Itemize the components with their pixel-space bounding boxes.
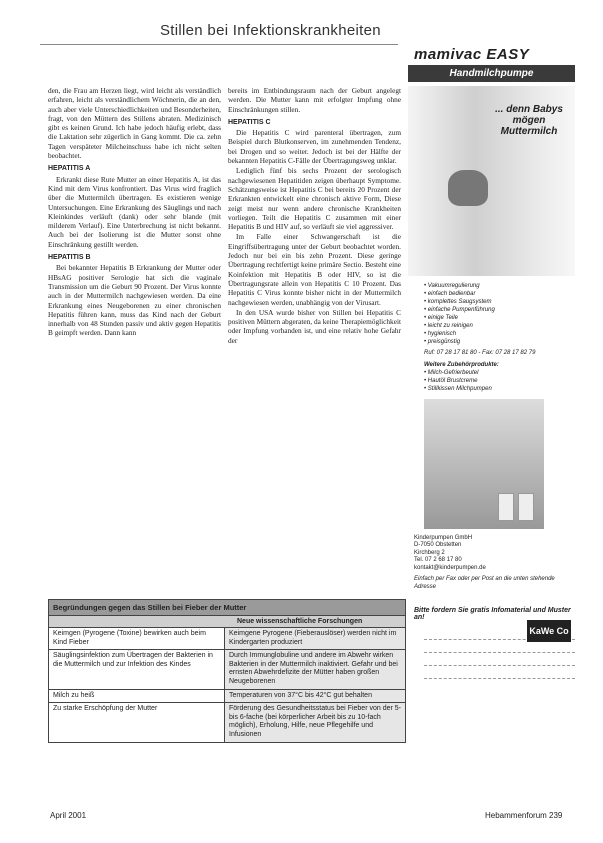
list-item: • Milch-Gefrierbeutel <box>424 369 575 377</box>
paragraph: Erkrankt diese Rute Mutter an einer Hepatitis A, ist das Kind mit dem Virus konfrontiert. Das Virus wird fraglich über die Muttermilch übertragen. Es existieren wenige Untersuchungen. Eine Erkrankung des Säuglings und nach Kleinkindes verläuft (dank) oder sehr blande (mit milderem Verlauf). Eine Unterbrechung ist nicht bekannt. Auch bei der Isolierung ist die Mutter sonst ohne Einschränkung gestillt werden. <box>48 174 221 249</box>
paragraph: bereits im Entbindungsraum nach der Geburt angelegt werden. Die Mutter kann mit erfolgter Impfung ohne Einschränkungen stillen. <box>228 86 401 114</box>
coupon-heading: Bitte fordern Sie gratis Infomaterial und Muster an! <box>414 607 571 622</box>
ad-photo <box>408 86 575 276</box>
table-column-header: Neue wissenschaftliche Forschungen <box>237 618 363 625</box>
pump-image <box>448 170 488 206</box>
page-header-title: Stillen bei Infektionskrankheiten <box>160 22 381 39</box>
company-logo: KaWe Co <box>527 620 571 642</box>
table-cell: Keimgen (Pyrogene (Toxine) bewirken auch beim Kind Fieber <box>49 628 225 649</box>
section-heading-hepatitis-a: HEPATITIS A <box>48 165 91 173</box>
table-cell: Säuglingsinfektion zum Übertragen der Bakterien in die Muttermilch und zur Infektion des Kindes <box>49 650 225 688</box>
text-column-right <box>228 86 401 346</box>
ad-more-list <box>424 369 575 393</box>
table-row <box>49 649 405 688</box>
advertisement <box>408 46 575 791</box>
table-cell: Förderung des Gesundheitsstatus bei Fieber von der 5- bis 6-fache (bei körperlicher Arbeit bis zu 10-fach möglich), Erholung, Hilfe, neue Pflegehilfe und Infusionen <box>225 703 405 741</box>
table-cell: Milch zu heiß <box>49 690 225 703</box>
table-title: Begründungen gegen das Stillen bei Fieber der Mutter <box>49 600 405 615</box>
list-item: • einfache Pumpenführung <box>424 306 575 314</box>
footer-page: Hebammenforum 239 <box>485 811 563 820</box>
paragraph: In den USA wurde bisher von Stillen bei Hepatitis C positiven Müttern abgeraten, da keine Therapiemöglichkeit oder Impfung vorhanden ist, und eine relativ hohe Gefahr der <box>228 307 401 345</box>
list-item: • Stillkissen Milchpumpen <box>424 385 575 393</box>
header-rule <box>40 44 398 45</box>
ad-address: Kinderpumpen GmbH D-7050 Obstetten Kirchberg 2 Tel. 07 2 68 17 80 kontakt@kinderpumpen.de <box>414 535 486 571</box>
paragraph: Lediglich fünf bis sechs Prozent der serologisch nachgewiesenen Hepatitiden zeigen überhaupt Symptome. Schätzungsweise ist Hepatitis C bei bereits 20 Prozent der Erkrankten entwickelt eine chronisch aktive Form, Diese zeigt meist nur wenn andere chronische Krankheiten vorliegen. Teilt die Hepatitis C zusammen mit einer Hepatitis B und HIV auf, so verläuft sie viel aggressiver. <box>228 166 401 232</box>
paragraph: Die Hepatitis C wird parenteral übertragen, zum Beispiel durch Blutkonserven, im zunehmenden Tendenz, bei Drogen und so weiter. Jedoch ist bei der Hälfte der bekannten Hepatitis C-Fälle der Übertragungsweg unklar. <box>228 128 401 166</box>
ad-contact: Ruf: 07 28 17 81 80 - Fax: 07 28 17 82 79 <box>424 350 536 356</box>
list-item: • einfach bedienbar <box>424 290 575 298</box>
ad-more-label: Weitere Zubehörprodukte: <box>424 361 499 368</box>
text-column-left <box>48 86 221 339</box>
list-item: • hygienisch <box>424 330 575 338</box>
table-cell: Durch Immunglobuline und andere im Abwehr wirken Bakterien in der Muttermilch inaktiviert. Gefahr und bei ernsten Abwehrdefizite der Mütter haben großen Neugeborenen <box>225 650 405 688</box>
table-cell: Temperaturen von 37°C bis 42°C gut behalten <box>225 690 405 703</box>
coupon-note: Einfach per Fax oder per Post an die unten stehende Adresse <box>414 576 555 590</box>
list-item: • leicht zu reinigen <box>424 322 575 330</box>
section-heading-hepatitis-c: HEPATITIS C <box>228 118 271 126</box>
paragraph: Im Falle einer Schwangerschaft ist die Eingriffsübertragung unter der Geburt beobachtet worden. Jedoch nur bei ein bis zehn Prozent. Diese geringe Übertragung rechtfertigt keine primäre Sectio. Besteht eine Koinfektion mit Hepatitis B oder HIV, so ist die Übertragungsrate allein von Hepatitis C 10 Prozent. Das Hepatitis C Virus konnte bisher nicht in der Muttermilch nachgewiesen werden, unabhängig von der Virusart. <box>228 232 401 307</box>
table-row <box>49 627 405 649</box>
list-item: • einige Teile <box>424 314 575 322</box>
table-cell: Zu starke Erschöpfung der Mutter <box>49 703 225 741</box>
table-row <box>49 702 405 741</box>
list-item: • Vakuumregulierung <box>424 282 575 290</box>
table-header-row <box>49 615 405 627</box>
section-heading-hepatitis-b: HEPATITIS B <box>48 254 91 262</box>
list-item: • preisgünstig <box>424 338 575 346</box>
list-item: • Hautöl Brustcreme <box>424 377 575 385</box>
ad-subtitle: Handmilchpumpe <box>408 65 575 82</box>
product-box-image <box>424 399 544 529</box>
ad-brand: mamivac EASY <box>414 46 530 63</box>
table-cell: Keimgene Pyrogene (Fieberauslöser) werden nicht im Kindergarten produziert <box>225 628 405 649</box>
fever-table <box>48 599 406 743</box>
paragraph: Bei bekannter Hepatitis B Erkrankung der Mutter oder HBsAG positiver Serologie hat sich die vaginale Transmission um die Geburt 90 Prozent. Der Virus konnte auch in der Muttermilch nachgewiesen werden. Da eine Erkrankung eines Neugeborenen zu einer chronischen Hepatitis führen kann, muss das Kind nach der Geburt innerhalb von 48 Stunden passiv und aktiv gegen Hepatitis B geimpft werden. Dann kann <box>48 263 221 338</box>
paragraph: den, die Frau am Herzen liegt, wird leicht als verständlich erfahren, leicht als verständlichem Wöchnerin, die an den, auch aber viele Unterschiedlichkeiten und Besonderheiten, fragt, von den Müttern des Stillens abraten. Medizinisch gibt es keinen Grund. Ich habe jedoch häufig erlebt, dass die Laktation sehr zügerlich in Gang kommt. Die ca. zehn Tagen verspäteter Milcheinschuss habe ich nicht selten beobachtet. <box>48 86 221 161</box>
footer-date: April 2001 <box>50 811 87 820</box>
ad-feature-list <box>424 282 575 346</box>
table-row <box>49 689 405 703</box>
list-item: • komplettes Saugsystem <box>424 298 575 306</box>
ad-tagline: ... denn Babys mögen Muttermilch <box>495 104 563 137</box>
